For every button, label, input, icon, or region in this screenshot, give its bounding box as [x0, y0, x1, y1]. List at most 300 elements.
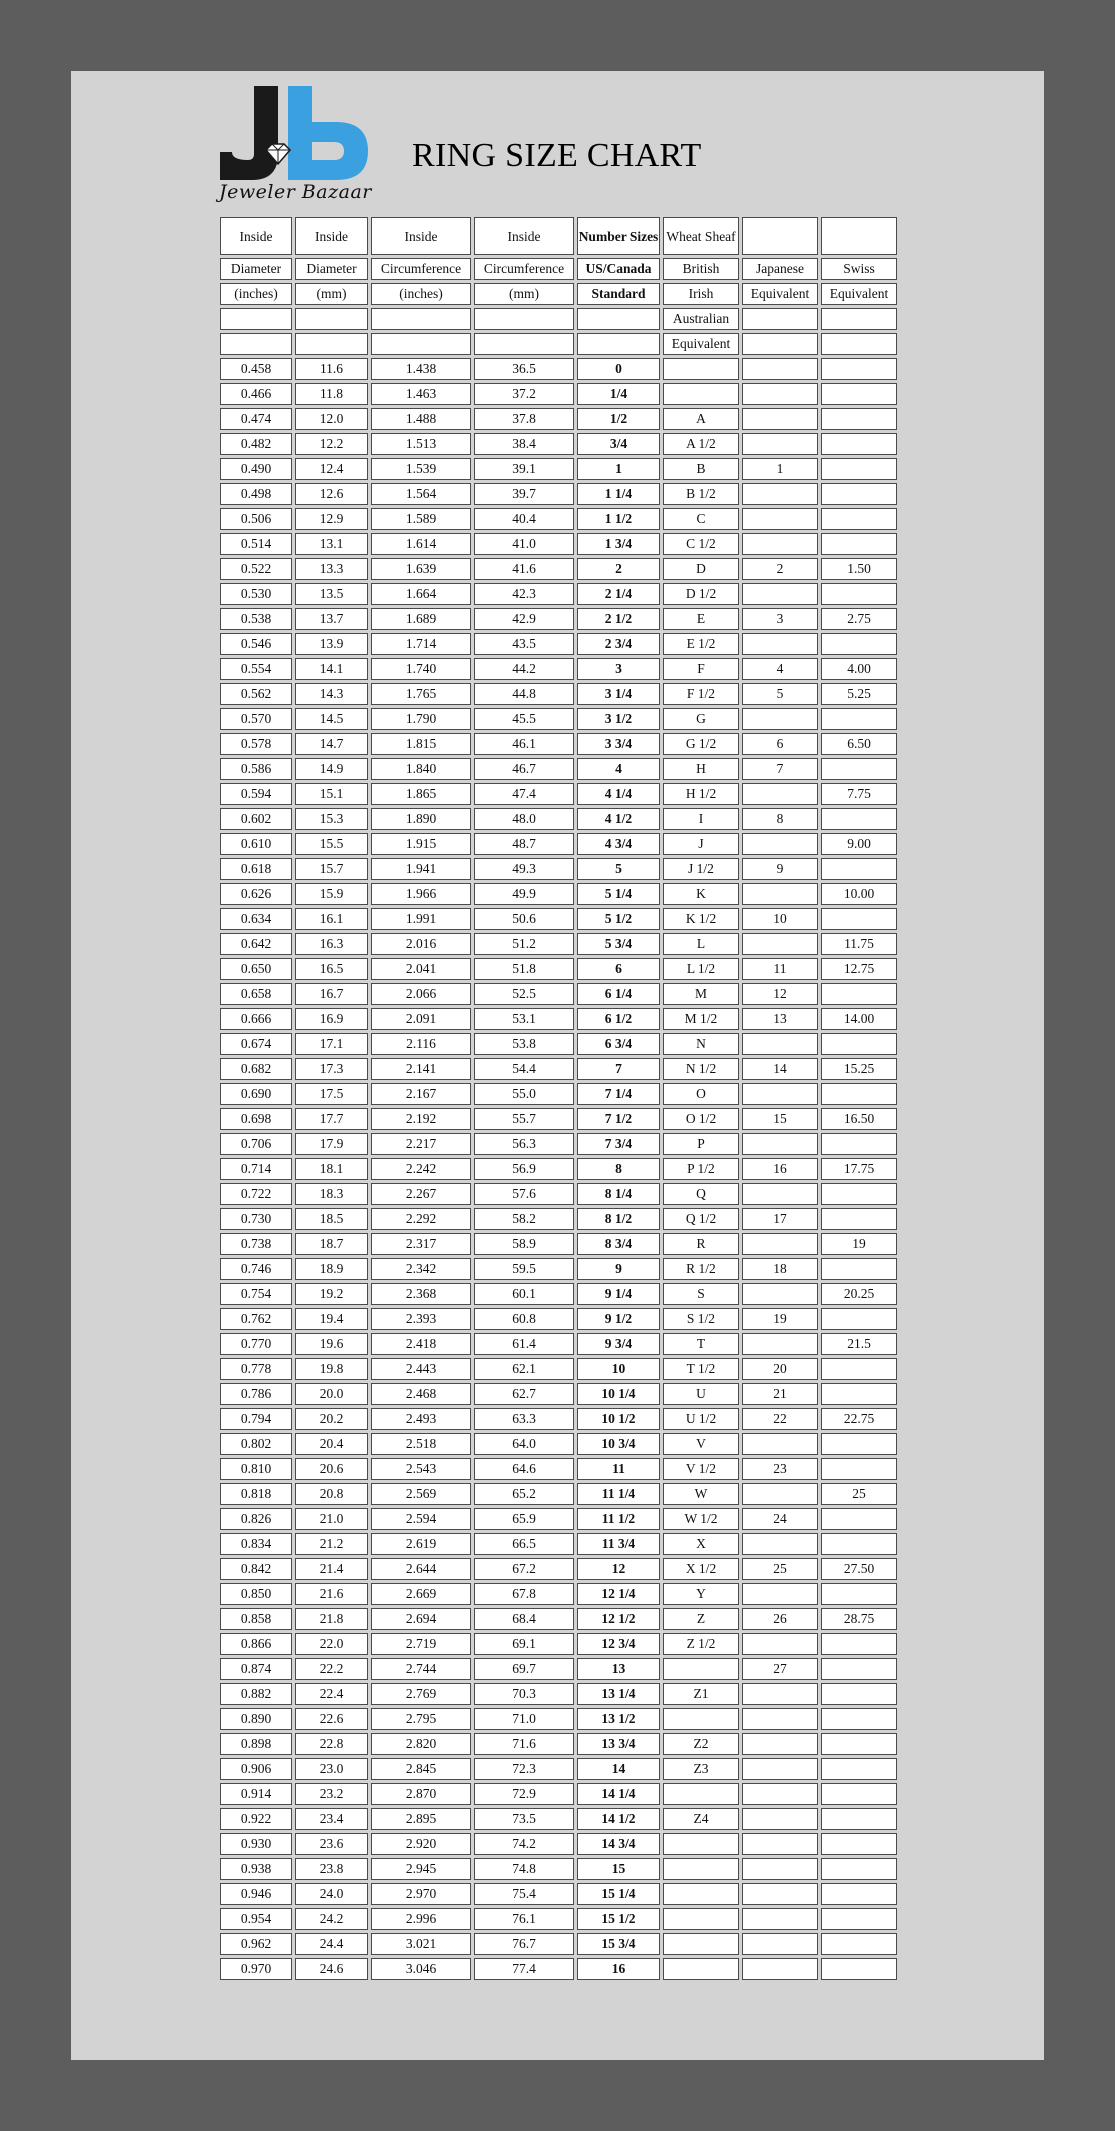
table-cell: 0.602 — [220, 808, 292, 830]
table-cell — [821, 1858, 897, 1880]
table-cell: 0.626 — [220, 883, 292, 905]
table-cell: 27 — [742, 1658, 818, 1680]
table-cell: 11 1/4 — [577, 1483, 660, 1505]
table-cell: 67.8 — [474, 1583, 574, 1605]
header-cell — [295, 308, 368, 330]
table-cell: 26 — [742, 1608, 818, 1630]
table-cell: 0.666 — [220, 1008, 292, 1030]
table-cell: 55.7 — [474, 1108, 574, 1130]
table-cell: 44.2 — [474, 658, 574, 680]
table-cell: 2.75 — [821, 608, 897, 630]
table-row — [220, 558, 897, 580]
table-cell: 4 1/2 — [577, 808, 660, 830]
table-cell: 13.9 — [295, 633, 368, 655]
table-cell: 0.746 — [220, 1258, 292, 1280]
table-cell — [742, 1933, 818, 1955]
table-cell — [742, 1083, 818, 1105]
table-cell: X — [663, 1533, 739, 1555]
table-cell: 0.850 — [220, 1583, 292, 1605]
table-cell: 0.802 — [220, 1433, 292, 1455]
table-row — [220, 1033, 897, 1055]
table-row — [220, 1658, 897, 1680]
table-cell: 0.586 — [220, 758, 292, 780]
table-cell — [821, 1833, 897, 1855]
table-cell: 15.3 — [295, 808, 368, 830]
table-cell — [742, 1633, 818, 1655]
table-cell: 25 — [821, 1483, 897, 1505]
table-cell: 23 — [742, 1458, 818, 1480]
header-cell: Equivalent — [742, 283, 818, 305]
table-cell: 2.192 — [371, 1108, 471, 1130]
table-cell: 16.50 — [821, 1108, 897, 1130]
table-row — [220, 883, 897, 905]
table-cell: 55.0 — [474, 1083, 574, 1105]
table-cell: 3 — [742, 608, 818, 630]
table-cell: 3 3/4 — [577, 733, 660, 755]
table-cell — [742, 833, 818, 855]
table-cell: 65.9 — [474, 1508, 574, 1530]
table-cell: 10 1/2 — [577, 1408, 660, 1430]
header-cell: Irish — [663, 283, 739, 305]
table-cell: 71.0 — [474, 1708, 574, 1730]
header-cell: Equivalent — [663, 333, 739, 355]
table-cell: 0.618 — [220, 858, 292, 880]
table-cell: 23.0 — [295, 1758, 368, 1780]
table-cell: 0.690 — [220, 1083, 292, 1105]
header-cell — [474, 308, 574, 330]
table-cell: 10 3/4 — [577, 1433, 660, 1455]
table-cell: 42.9 — [474, 608, 574, 630]
table-cell: 15.25 — [821, 1058, 897, 1080]
table-cell: 14.5 — [295, 708, 368, 730]
table-cell: 58.9 — [474, 1233, 574, 1255]
table-cell — [821, 508, 897, 530]
table-cell: 2.744 — [371, 1658, 471, 1680]
table-cell: 3 — [577, 658, 660, 680]
table-cell — [742, 1533, 818, 1555]
table-cell: 0.906 — [220, 1758, 292, 1780]
table-row — [220, 1808, 897, 1830]
table-cell: 57.6 — [474, 1183, 574, 1205]
table-cell — [821, 458, 897, 480]
table-cell: 2.795 — [371, 1708, 471, 1730]
table-cell: 9.00 — [821, 833, 897, 855]
table-cell: 0.706 — [220, 1133, 292, 1155]
table-cell — [742, 583, 818, 605]
table-cell: V 1/2 — [663, 1458, 739, 1480]
table-cell: 37.2 — [474, 383, 574, 405]
table-cell — [821, 1183, 897, 1205]
table-row — [220, 1733, 897, 1755]
table-cell: 2.041 — [371, 958, 471, 980]
table-cell: R 1/2 — [663, 1258, 739, 1280]
table-cell: 47.4 — [474, 783, 574, 805]
table-cell — [742, 408, 818, 430]
table-cell: 0.674 — [220, 1033, 292, 1055]
table-cell: 22.4 — [295, 1683, 368, 1705]
table-row — [220, 1483, 897, 1505]
table-cell — [742, 1733, 818, 1755]
table-row — [220, 833, 897, 855]
table-cell: 2.393 — [371, 1308, 471, 1330]
table-cell — [821, 908, 897, 930]
table-cell: T — [663, 1333, 739, 1355]
table-cell: 0.698 — [220, 1108, 292, 1130]
table-cell: 2.418 — [371, 1333, 471, 1355]
table-cell: J — [663, 833, 739, 855]
table-cell: 7 3/4 — [577, 1133, 660, 1155]
table-row — [220, 1233, 897, 1255]
table-cell: 9 1/2 — [577, 1308, 660, 1330]
table-cell: 17.7 — [295, 1108, 368, 1130]
table-cell — [742, 633, 818, 655]
table-cell — [821, 1358, 897, 1380]
table-cell: E 1/2 — [663, 633, 739, 655]
table-cell: 0.562 — [220, 683, 292, 705]
table-cell: 0.594 — [220, 783, 292, 805]
table-cell: 2.342 — [371, 1258, 471, 1280]
header-cell — [742, 333, 818, 355]
table-cell: 0.770 — [220, 1333, 292, 1355]
table-cell — [742, 1833, 818, 1855]
table-cell: 1.790 — [371, 708, 471, 730]
table-cell: 0.730 — [220, 1208, 292, 1230]
table-cell: A — [663, 408, 739, 430]
table-cell: 0.882 — [220, 1683, 292, 1705]
table-cell: 12 1/4 — [577, 1583, 660, 1605]
table-cell — [742, 1233, 818, 1255]
table-cell: 0.922 — [220, 1808, 292, 1830]
table-cell: 74.8 — [474, 1858, 574, 1880]
table-cell: 1.564 — [371, 483, 471, 505]
table-cell: 14 1/2 — [577, 1808, 660, 1830]
table-cell — [663, 1783, 739, 1805]
header-cell: Number Sizes — [577, 217, 660, 255]
table-cell: 39.7 — [474, 483, 574, 505]
table-cell: 1.614 — [371, 533, 471, 555]
header-row — [220, 283, 897, 305]
table-cell: 56.9 — [474, 1158, 574, 1180]
table-cell: 2 3/4 — [577, 633, 660, 655]
table-cell: 2.267 — [371, 1183, 471, 1205]
table-cell: 46.7 — [474, 758, 574, 780]
table-cell: 1 — [742, 458, 818, 480]
table-cell: 0.970 — [220, 1958, 292, 1980]
table-cell: 49.9 — [474, 883, 574, 905]
header-cell: Circumference — [371, 258, 471, 280]
table-cell: 1.664 — [371, 583, 471, 605]
table-cell: 0.538 — [220, 608, 292, 630]
table-cell: 28.75 — [821, 1608, 897, 1630]
table-row — [220, 1333, 897, 1355]
table-cell: 15.1 — [295, 783, 368, 805]
table-cell: 59.5 — [474, 1258, 574, 1280]
table-cell: 6 1/4 — [577, 983, 660, 1005]
table-cell — [821, 1783, 897, 1805]
table-cell — [821, 1883, 897, 1905]
header-cell: Diameter — [220, 258, 292, 280]
table-cell — [742, 1883, 818, 1905]
table-cell: 4 — [577, 758, 660, 780]
table-cell: 2.644 — [371, 1558, 471, 1580]
table-cell: 0.738 — [220, 1233, 292, 1255]
header-cell: British — [663, 258, 739, 280]
table-cell: 0.634 — [220, 908, 292, 930]
table-cell: 2.066 — [371, 983, 471, 1005]
table-cell — [663, 1883, 739, 1905]
table-cell: 1.991 — [371, 908, 471, 930]
table-cell: 9 — [742, 858, 818, 880]
table-row — [220, 933, 897, 955]
table-cell: 20.25 — [821, 1283, 897, 1305]
table-cell: 36.5 — [474, 358, 574, 380]
table-row — [220, 908, 897, 930]
table-cell: 68.4 — [474, 1608, 574, 1630]
table-cell: 48.7 — [474, 833, 574, 855]
table-cell: 1.488 — [371, 408, 471, 430]
table-cell — [663, 1858, 739, 1880]
header-cell — [577, 308, 660, 330]
table-cell: Q — [663, 1183, 739, 1205]
header-cell — [821, 308, 897, 330]
table-cell: 17.5 — [295, 1083, 368, 1105]
table-cell: 18.1 — [295, 1158, 368, 1180]
table-cell: 13.7 — [295, 608, 368, 630]
table-cell: 21.0 — [295, 1508, 368, 1530]
table-cell: 0.866 — [220, 1633, 292, 1655]
table-cell: 2.368 — [371, 1283, 471, 1305]
table-cell — [742, 708, 818, 730]
header-cell: Inside — [295, 217, 368, 255]
table-cell: 1.966 — [371, 883, 471, 905]
page-title: RING SIZE CHART — [412, 137, 702, 174]
table-cell: M 1/2 — [663, 1008, 739, 1030]
table-row — [220, 1758, 897, 1780]
table-cell: 14 3/4 — [577, 1833, 660, 1855]
table-row — [220, 1283, 897, 1305]
table-cell: 37.8 — [474, 408, 574, 430]
table-cell: 45.5 — [474, 708, 574, 730]
table-cell: 0.786 — [220, 1383, 292, 1405]
table-cell: 17.75 — [821, 1158, 897, 1180]
table-row — [220, 383, 897, 405]
table-cell: 0.570 — [220, 708, 292, 730]
table-cell: 15.5 — [295, 833, 368, 855]
table-cell: J 1/2 — [663, 858, 739, 880]
table-cell: 10 — [742, 908, 818, 930]
table-cell: 2 — [577, 558, 660, 580]
table-cell: 0.482 — [220, 433, 292, 455]
table-cell — [663, 1908, 739, 1930]
table-cell: 16.7 — [295, 983, 368, 1005]
table-cell — [821, 1208, 897, 1230]
table-cell — [821, 1083, 897, 1105]
table-cell: 20 — [742, 1358, 818, 1380]
table-cell: 2.870 — [371, 1783, 471, 1805]
table-cell — [821, 1433, 897, 1455]
table-row — [220, 1008, 897, 1030]
table-cell: 23.6 — [295, 1833, 368, 1855]
header-cell — [742, 217, 818, 255]
table-cell: 19 — [821, 1233, 897, 1255]
table-cell: 0.914 — [220, 1783, 292, 1805]
table-cell: 13 1/2 — [577, 1708, 660, 1730]
table-row — [220, 783, 897, 805]
table-cell: 2.996 — [371, 1908, 471, 1930]
table-cell: 0.506 — [220, 508, 292, 530]
table-cell: 21.4 — [295, 1558, 368, 1580]
table-row — [220, 983, 897, 1005]
table-cell — [663, 1833, 739, 1855]
table-cell: 0.522 — [220, 558, 292, 580]
table-cell — [821, 1733, 897, 1755]
table-cell: 5 — [742, 683, 818, 705]
table-cell: 2.669 — [371, 1583, 471, 1605]
header-cell: Australian — [663, 308, 739, 330]
table-cell: 1 1/2 — [577, 508, 660, 530]
table-cell: 8 — [742, 808, 818, 830]
table-row — [220, 1608, 897, 1630]
table-cell: 71.6 — [474, 1733, 574, 1755]
table-cell: 11 — [577, 1458, 660, 1480]
table-row — [220, 1183, 897, 1205]
table-cell — [821, 708, 897, 730]
table-cell: 19.6 — [295, 1333, 368, 1355]
table-cell: 0.818 — [220, 1483, 292, 1505]
table-cell: 14 1/4 — [577, 1783, 660, 1805]
table-cell: 5 1/4 — [577, 883, 660, 905]
table-cell: 0.778 — [220, 1358, 292, 1380]
header-cell: Japanese — [742, 258, 818, 280]
table-cell: 1.589 — [371, 508, 471, 530]
table-cell: 16 — [577, 1958, 660, 1980]
table-cell: 60.8 — [474, 1308, 574, 1330]
table-cell: 0.762 — [220, 1308, 292, 1330]
table-cell: 2.619 — [371, 1533, 471, 1555]
table-row — [220, 1408, 897, 1430]
table-cell: 77.4 — [474, 1958, 574, 1980]
table-cell: 0.650 — [220, 958, 292, 980]
table-cell: Z2 — [663, 1733, 739, 1755]
ring-size-table — [217, 214, 900, 1983]
table-cell: 2.468 — [371, 1383, 471, 1405]
header-cell: Inside — [220, 217, 292, 255]
table-cell: 3 1/2 — [577, 708, 660, 730]
table-row — [220, 1208, 897, 1230]
table-cell: 74.2 — [474, 1833, 574, 1855]
table-row — [220, 1433, 897, 1455]
header-row — [220, 308, 897, 330]
table-cell: 21.5 — [821, 1333, 897, 1355]
table-cell: 1.714 — [371, 633, 471, 655]
table-cell: 21.6 — [295, 1583, 368, 1605]
table-cell — [821, 1633, 897, 1655]
table-cell: 2.518 — [371, 1433, 471, 1455]
table-cell: 20.8 — [295, 1483, 368, 1505]
table-cell: 0.954 — [220, 1908, 292, 1930]
table-cell: 0.874 — [220, 1658, 292, 1680]
table-cell: 19.8 — [295, 1358, 368, 1380]
table-cell: 0.610 — [220, 833, 292, 855]
table-row — [220, 1933, 897, 1955]
table-cell: 14 — [742, 1058, 818, 1080]
table-cell: 1.463 — [371, 383, 471, 405]
header-cell: Standard — [577, 283, 660, 305]
table-cell: 12 3/4 — [577, 1633, 660, 1655]
table-cell: 1.50 — [821, 558, 897, 580]
table-cell: 2 1/2 — [577, 608, 660, 630]
table-cell: I — [663, 808, 739, 830]
table-cell: 12 — [577, 1558, 660, 1580]
table-cell: 0.490 — [220, 458, 292, 480]
table-cell: 7 — [577, 1058, 660, 1080]
table-cell: 2.317 — [371, 1233, 471, 1255]
table-cell: N — [663, 1033, 739, 1055]
table-cell: C — [663, 508, 739, 530]
header-row — [220, 217, 897, 255]
table-cell: F — [663, 658, 739, 680]
table-cell: 2.292 — [371, 1208, 471, 1230]
table-cell: 3/4 — [577, 433, 660, 455]
table-cell: Z3 — [663, 1758, 739, 1780]
table-row — [220, 583, 897, 605]
table-cell: 6 3/4 — [577, 1033, 660, 1055]
table-cell: X 1/2 — [663, 1558, 739, 1580]
table-cell: 39.1 — [474, 458, 574, 480]
table-cell: 13.3 — [295, 558, 368, 580]
table-cell: 11.6 — [295, 358, 368, 380]
table-row — [220, 958, 897, 980]
table-cell: 4 3/4 — [577, 833, 660, 855]
table-cell: 16.9 — [295, 1008, 368, 1030]
table-row — [220, 433, 897, 455]
table-cell: D — [663, 558, 739, 580]
table-cell: 22.6 — [295, 1708, 368, 1730]
table-cell: 22.2 — [295, 1658, 368, 1680]
table-cell: 13.1 — [295, 533, 368, 555]
table-cell: 42.3 — [474, 583, 574, 605]
table-cell: 0 — [577, 358, 660, 380]
table-cell: 2 1/4 — [577, 583, 660, 605]
table-cell: 63.3 — [474, 1408, 574, 1430]
table-cell — [742, 1908, 818, 1930]
table-cell: 18 — [742, 1258, 818, 1280]
table-row — [220, 358, 897, 380]
table-row — [220, 658, 897, 680]
table-cell: 10.00 — [821, 883, 897, 905]
table-cell: P 1/2 — [663, 1158, 739, 1180]
table-cell — [742, 883, 818, 905]
table-cell: 0.514 — [220, 533, 292, 555]
table-cell: 40.4 — [474, 508, 574, 530]
table-cell: 64.0 — [474, 1433, 574, 1455]
table-cell: 13 — [742, 1008, 818, 1030]
table-cell: 17 — [742, 1208, 818, 1230]
header-cell — [371, 308, 471, 330]
table-cell: 0.546 — [220, 633, 292, 655]
table-cell: 52.5 — [474, 983, 574, 1005]
table-cell: 2.769 — [371, 1683, 471, 1705]
logo-wordmark: Jeweler Bazaar — [219, 181, 372, 203]
header-cell: US/Canada — [577, 258, 660, 280]
table-cell: 13.5 — [295, 583, 368, 605]
table-row — [220, 483, 897, 505]
table-cell — [821, 433, 897, 455]
table-cell: 18.5 — [295, 1208, 368, 1230]
table-row — [220, 1908, 897, 1930]
table-cell: 11 — [742, 958, 818, 980]
table-cell: 9 3/4 — [577, 1333, 660, 1355]
